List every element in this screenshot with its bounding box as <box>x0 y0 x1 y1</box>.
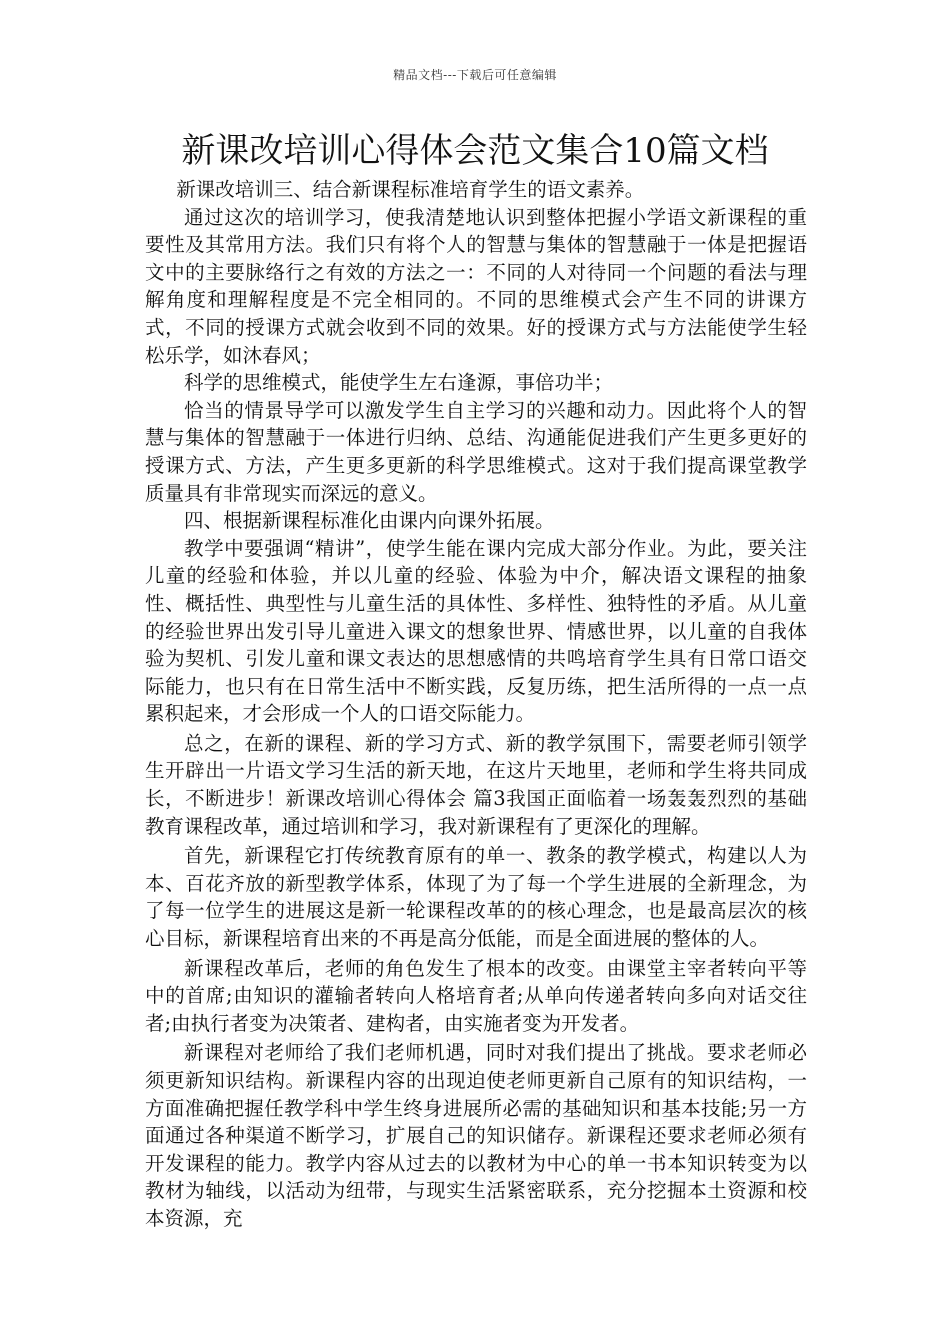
header-note: 精品文档---下载后可任意编辑 <box>393 68 557 82</box>
document-title: 新课改培训心得体会范文集合10篇文档 <box>181 131 769 171</box>
paragraph: 教学中要强调“精讲”，使学生能在课内完成大部分作业。为此，要关注儿童的经验和体验，并以儿童的经验、体验为中介，解决语文课程的抽象性、概括性、典型性与儿童生活的具体性、多样性、独特性的矛盾。从儿童的经验世界出发引导儿童进入课文的想象世界、情感世界，以儿童的自我体验为契机、引发儿童和课文表达的思想感情的共鸣培育学生具有日常口语交际能力，也只有在日常生活中不断实践，反复历练，把生活所得的一点一点累积起来，才会形成一个人的口语交际能力。 <box>145 536 807 726</box>
document-body <box>145 176 807 1233</box>
paragraph: 新课程改革后，老师的角色发生了根本的改变。由课堂主宰者转向平等中的首席;由知识的灌输者转向人格培育者;从单向传递者转向多向对话交往者;由执行者变为决策者、建构者，由实施者变为开发者。 <box>145 956 807 1035</box>
paragraph: 总之，在新的课程、新的学习方式、新的教学氛围下，需要老师引领学生开辟出一片语文学习生活的新天地，在这片天地里，老师和学生将共同成长，不断进步！新课改培训心得体会 篇3我国正面临着一场轰轰烈烈的基础教育课程改革，通过培训和学习，我对新课程有了更深化的理解。 <box>145 731 807 838</box>
paragraph: 首先，新课程它打传统教育原有的单一、教条的教学模式，构建以人为本、百花齐放的新型教学体系，体现了为了每一个学生进展的全新理念，为了每一位学生的进展这是新一轮课程改革的的核心理念，也是最高层次的核心目标，新课程培育出来的不再是高分低能，而是全面进展的整体的人。 <box>145 844 807 951</box>
paragraph: 新课程对老师给了我们老师机遇，同时对我们提出了挑战。要求老师必须更新知识结构。新课程内容的出现迫使老师更新自己原有的知识结构，一方面准确把握任教学科中学生终身进展所必需的基础知识和基本技能;另一方面通过各种渠道不断学习，扩展自己的知识储存。新课程还要求老师必须有开发课程的能力。教学内容从过去的以教材为中心的单一书本知识转变为以教材为轴线，以活动为纽带，与现实生活紧密联系，充分挖掘本土资源和校本资源，充 <box>145 1041 807 1230</box>
paragraph: 通过这次的培训学习，使我清楚地认识到整体把握小学语文新课程的重要性及其常用方法。我们只有将个人的智慧与集体的智慧融于一体是把握语文中的主要脉络行之有效的方法之一：不同的人对待同一个问题的看法与理解角度和理解程度是不完全相同的。不同的思维模式会产生不同的讲课方式，不同的授课方式就会收到不同的效果。好的授课方式与方法能使学生轻松乐学，如沐春风； <box>145 205 807 367</box>
paragraph: 恰当的情景导学可以激发学生自主学习的兴趣和动力。因此将个人的智慧与集体的智慧融于一体进行归纳、总结、沟通能促进我们产生更多更好的授课方式、方法，产生更多更新的科学思维模式。这对于我们提高课堂教学质量具有非常现实而深远的意义。 <box>145 398 807 505</box>
paragraph: 四、根据新课程标准化由课内向课外拓展。 <box>184 509 555 533</box>
paragraph: 新课改培训三、结合新课程标准培育学生的语文素养。 <box>176 178 645 201</box>
paragraph: 科学的思维模式，能使学生左右逢源，事倍功半； <box>184 371 614 395</box>
